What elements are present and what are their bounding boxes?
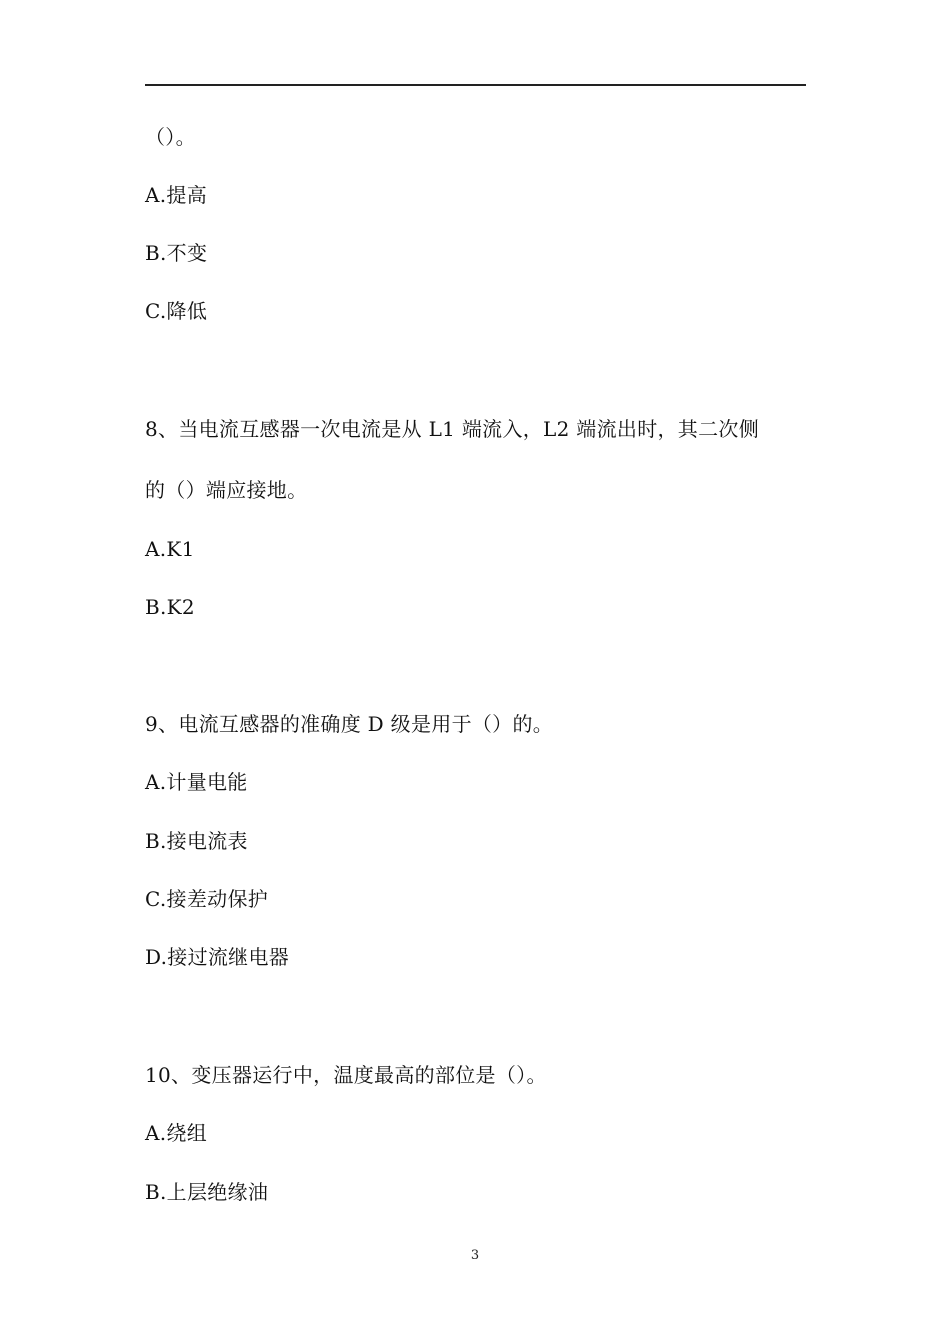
question-9-option-a: A.计量电能	[145, 770, 248, 794]
page-number: 3	[470, 1248, 480, 1263]
question-9-option-c: C.接差动保护	[145, 887, 269, 911]
question-10-option-a: A.绕组	[145, 1121, 208, 1145]
question-9-option-b: B.接电流表	[145, 829, 248, 853]
option-c: C.降低	[145, 299, 208, 323]
header-rule	[145, 84, 806, 86]
question-8-option-a: A.K1	[145, 537, 195, 561]
option-a: A.提高	[145, 183, 208, 207]
question-8-option-b: B.K2	[145, 595, 195, 619]
question-8-stem-line1: 8、当电流互感器一次电流是从 L1 端流入，L2 端流出时，其二次侧	[145, 417, 760, 441]
question-10-stem: 10、变压器运行中，温度最高的部位是（）。	[145, 1063, 547, 1087]
question-stem-tail: （）。	[145, 125, 196, 149]
option-b: B.不变	[145, 241, 208, 265]
question-10-option-b: B.上层绝缘油	[145, 1180, 269, 1204]
question-8-stem-line2: 的（）端应接地。	[145, 478, 308, 502]
question-9-stem: 9、电流互感器的准确度 D 级是用于（）的。	[145, 712, 554, 736]
question-9-option-d: D.接过流继电器	[145, 945, 290, 969]
